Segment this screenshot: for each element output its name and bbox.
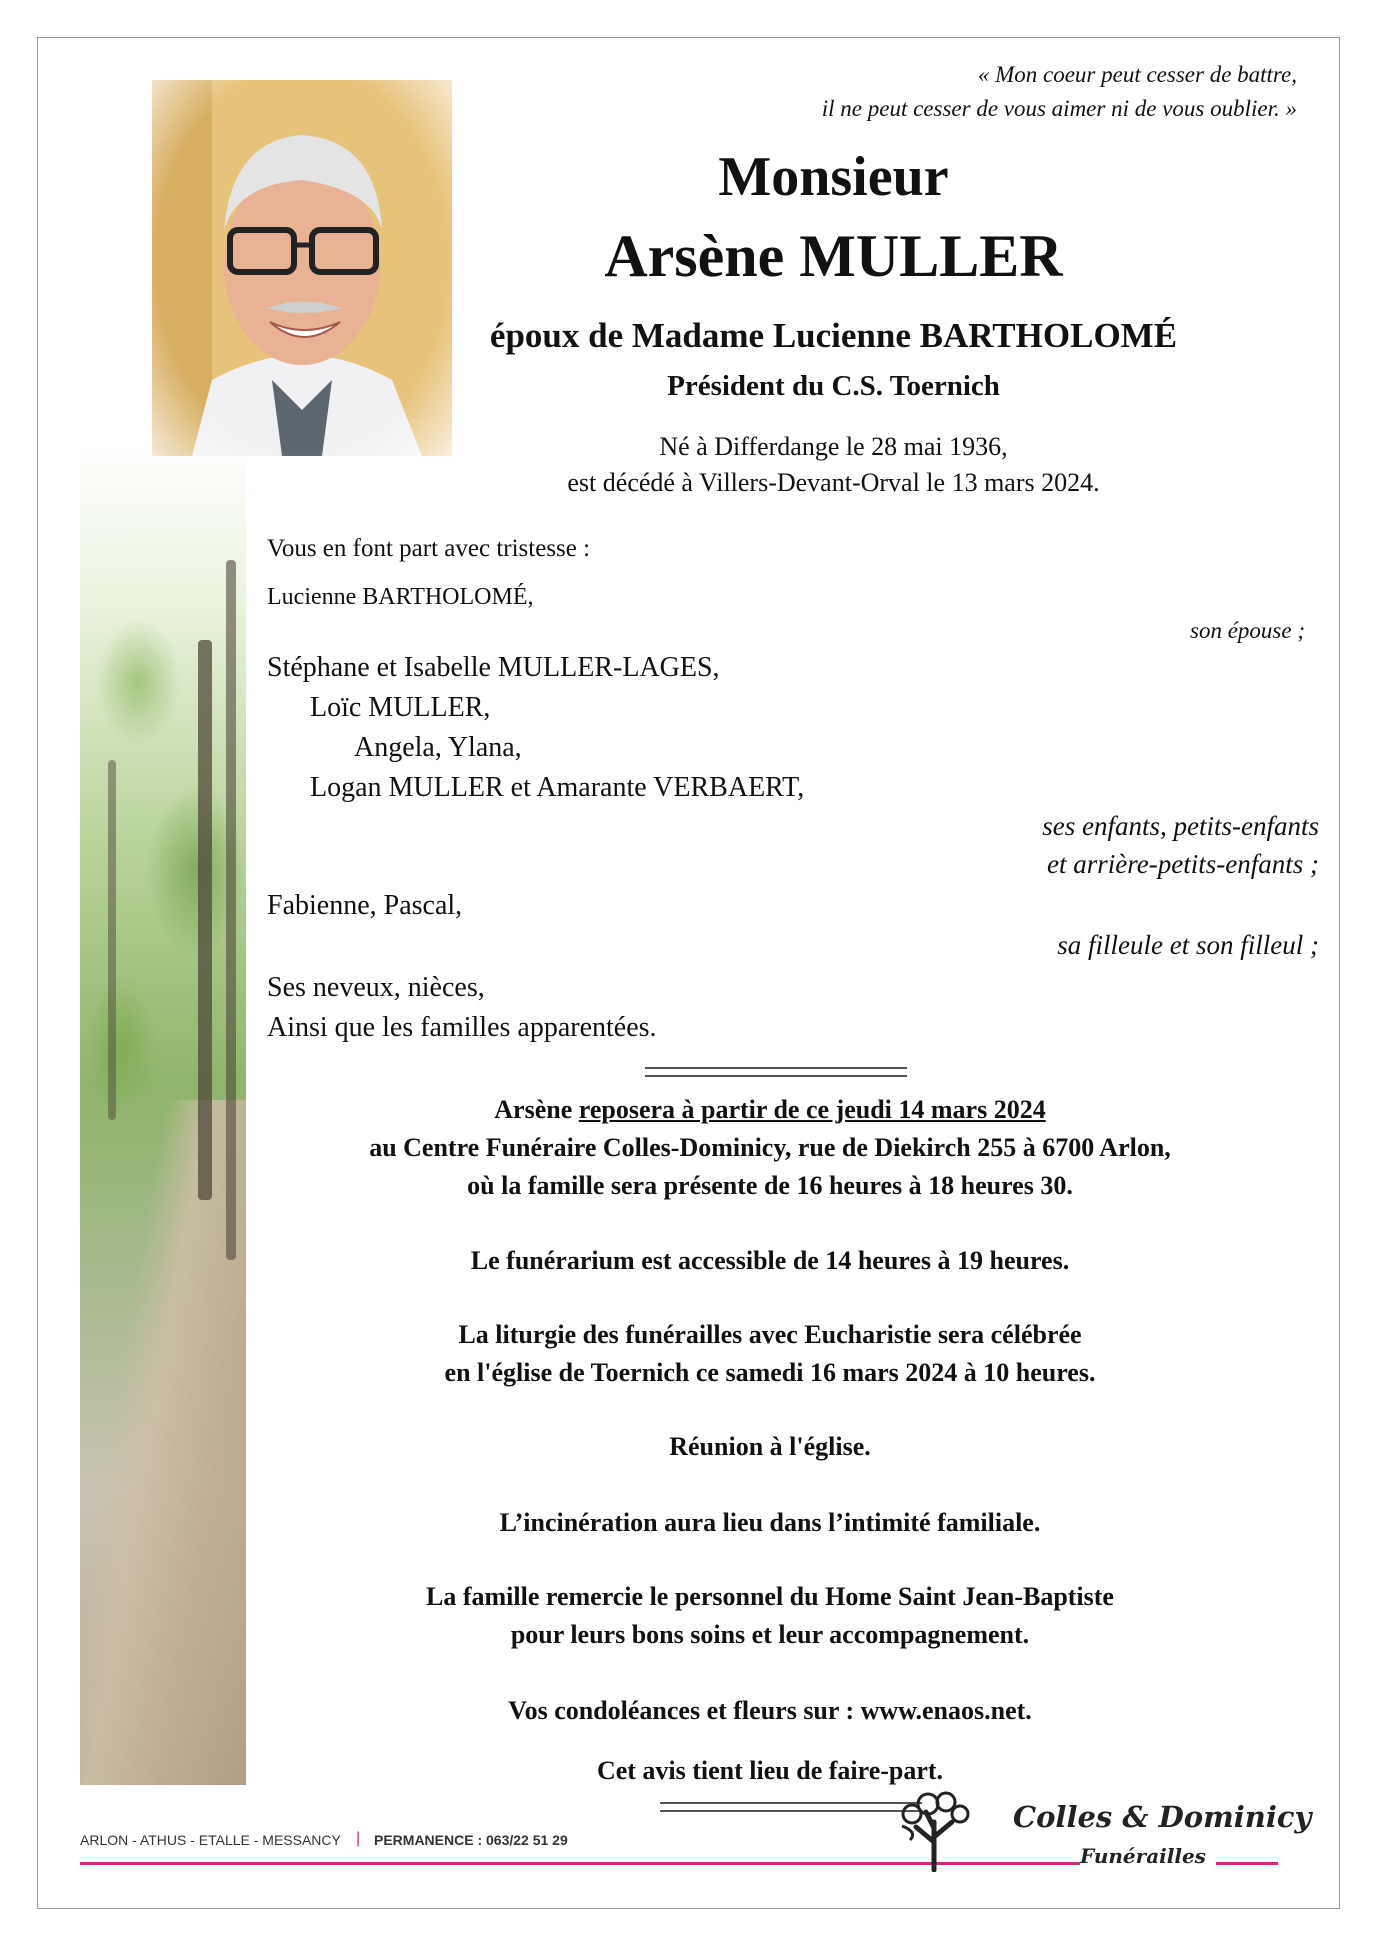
liturgy-line-2: en l'église de Toernich ce samedi 16 mars 2024 à 10 heures.: [444, 1358, 1096, 1387]
divider: [645, 1075, 907, 1077]
divider: [645, 1067, 907, 1069]
divider: [660, 1802, 922, 1804]
grandchild-line: Angela, Ylana,: [354, 732, 522, 763]
death-line: est décédé à Villers-Devant-Orval le 13 mars 2024.: [567, 468, 1100, 497]
footer-separator: |: [356, 1830, 361, 1847]
rest-place: au Centre Funéraire Colles-Dominicy, rue de Diekirch 255 à 6700 Arlon,: [369, 1133, 1171, 1162]
child-line: Loïc MULLER,: [310, 692, 491, 723]
thanks-line-1: La famille remercie le personnel du Home Saint Jean-Baptiste: [426, 1582, 1114, 1611]
tree-trunk: [226, 560, 236, 1260]
condolences-line: Vos condoléances et fleurs sur : www.enaos.net.: [508, 1696, 1032, 1725]
footer-permanence: PERMANENCE : 063/22 51 29: [374, 1832, 568, 1848]
president-title: Président du C.S. Toernich: [667, 370, 1000, 402]
rest-name: Arsène: [494, 1095, 573, 1124]
brand-name: Colles & Dominicy: [1013, 1800, 1312, 1834]
footer-locations: ARLON - ATHUS - ETALLE - MESSANCY: [80, 1832, 341, 1848]
quote-line-2: il ne peut cesser de vous aimer ni de vous oublier. »: [821, 96, 1297, 121]
godchildren-role: sa filleule et son filleul ;: [1057, 930, 1319, 960]
liturgy-line-1: La liturgie des funérailles avec Eucharistie sera célébrée: [458, 1320, 1082, 1349]
godchildren-line: Fabienne, Pascal,: [267, 890, 463, 921]
rest-line: [245, 1095, 1295, 1125]
child-line: Logan MULLER et Amarante VERBAERT,: [310, 772, 805, 803]
birth-line: Né à Differdange le 28 mai 1936,: [659, 432, 1008, 461]
brand-subtitle: Funérailles: [1080, 1844, 1206, 1868]
rest-family: où la famille sera présente de 16 heures à 18 heures 30.: [467, 1171, 1073, 1200]
funerarium-hours: Le funérarium est accessible de 14 heures à 19 heures.: [470, 1246, 1070, 1275]
forest-path-image: [80, 1100, 246, 1785]
cremation-line: L’incinération aura lieu dans l’intimité familiale.: [499, 1508, 1041, 1537]
divider: [660, 1810, 922, 1812]
spouse-role: son épouse ;: [1190, 618, 1305, 643]
relatives-line: Ses neveux, nièces,: [267, 972, 485, 1003]
spouse-line: époux de Madame Lucienne BARTHOLOMÉ: [489, 316, 1178, 355]
family-intro: Vous en font part avec tristesse :: [267, 535, 591, 562]
tree-logo-icon: [888, 1782, 980, 1872]
spouse-name: Lucienne BARTHOLOMÉ,: [267, 584, 534, 610]
relatives-line: Ainsi que les familles apparentées.: [267, 1012, 657, 1043]
footer-accent-line: [1216, 1862, 1278, 1865]
notice-line: Cet avis tient lieu de faire-part.: [596, 1756, 944, 1785]
children-role-1: ses enfants, petits-enfants: [1042, 811, 1319, 841]
quote-line-1: « Mon coeur peut cesser de battre,: [977, 62, 1297, 87]
meeting-line: Réunion à l'église.: [669, 1432, 871, 1461]
thanks-line-2: pour leurs bons soins et leur accompagnement.: [510, 1620, 1030, 1649]
deceased-name: Arsène MULLER: [604, 223, 1063, 289]
child-line: Stéphane et Isabelle MULLER-LAGES,: [267, 652, 720, 683]
honorific: Monsieur: [718, 146, 949, 208]
tree-trunk: [198, 640, 212, 1200]
children-role-2: et arrière-petits-enfants ;: [1047, 849, 1319, 879]
rest-date: reposera à partir de ce jeudi 14 mars 2024: [578, 1095, 1046, 1124]
tree-trunk: [108, 760, 116, 1120]
